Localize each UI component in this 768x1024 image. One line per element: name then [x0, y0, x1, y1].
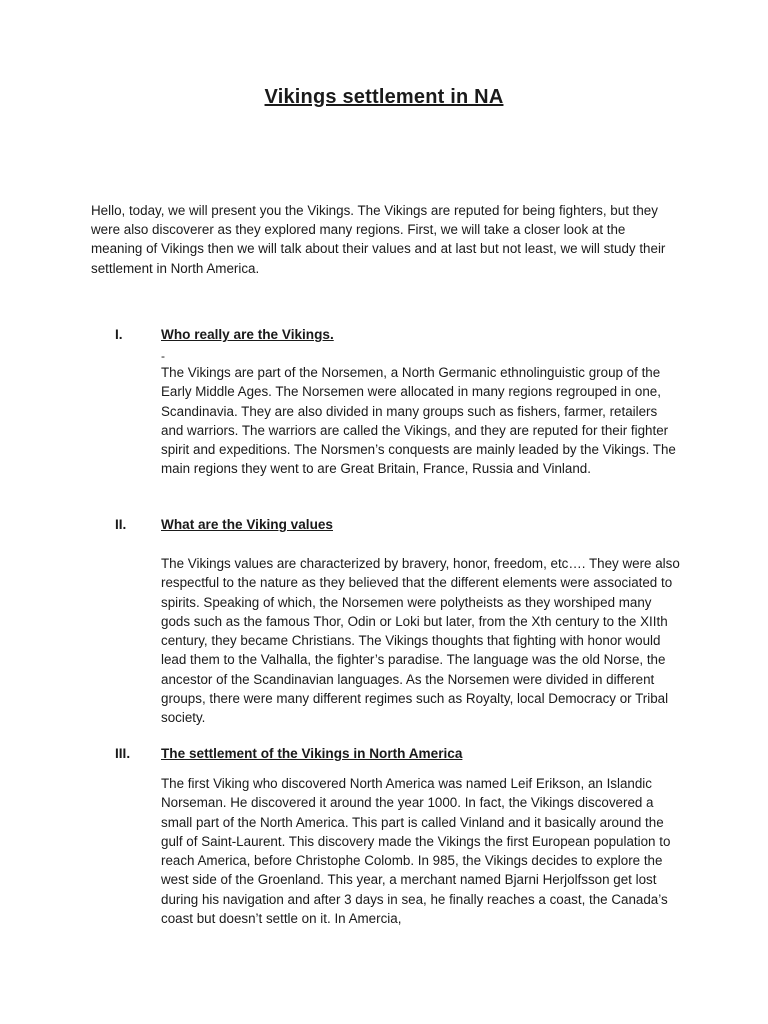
section-body: The first Viking who discovered North America was named Leif Erikson, an Islandic Norseman. He discovered it around the year 1000. In fact, the Vikings discovered a small part of the North America. This part is called Vinland and it basically around the gulf of Saint-Laurent. This discovery made the Vikings the first European population to reach America, before Christophe Colomb. In 985, the Vikings decides to explore the west side of the Groenland. This year, a merchant named Bjarni Herjolfsson get lost during his navigation and after 3 days in sea, he finally reaches a coast, the Canada’s coast but doesn’t settle on it. In Amercia, [161, 776, 671, 927]
section-heading: The settlement of the Vikings in North America [161, 746, 463, 761]
section-number: I. [115, 327, 123, 342]
section-body: The Vikings values are characterized by bravery, honor, freedom, etc…. They were also respectful to the nature as they believed that the different elements were associated to spirits. Speaking of which, the Norsemen were polytheists as they worshiped many gods such as the famous Thor, Odin or Loki but later, from the Xth century to the XIIth century, they became Christians. The Vikings thoughts that fighting with honor would lead them to the Valhalla, the fighter’s paradise. The language was the old Norse, the ancestor of the Scandinavian languages. As the Norsemen were divided in different groups, there were many different regimes such as Royalty, local Democracy or Tribal society. [161, 556, 680, 726]
section-heading: What are the Viking values [161, 517, 333, 532]
section-number: III. [115, 746, 131, 761]
dash-mark: - [161, 349, 165, 363]
section-number: II. [115, 517, 127, 532]
intro-paragraph: Hello, today, we will present you the Vikings. The Vikings are reputed for being fighters, but they were also discoverer as they explored many regions. First, we will take a closer look at the meaning of Vikings then we will talk about their values and at last but not least, we will study their settlement in North America. [91, 203, 666, 276]
document-title: Vikings settlement in NA [264, 86, 504, 108]
section-body: The Vikings are part of the Norsemen, a North Germanic ethnolinguistic group of the Early Middle Ages. The Norsemen were allocated in many regions regrouped in one, Scandinavia. They are also divided in many groups such as fishers, farmer, retailers and warriors. The warriors are called the Vikings, and they are reputed for their fighter spirit and expeditions. The Norsmen’s conquests are mainly leaded by the Vikings. The main regions they went to are Great Britain, France, Russia and Vinland. [161, 365, 676, 477]
section-heading: Who really are the Vikings. [161, 327, 334, 342]
